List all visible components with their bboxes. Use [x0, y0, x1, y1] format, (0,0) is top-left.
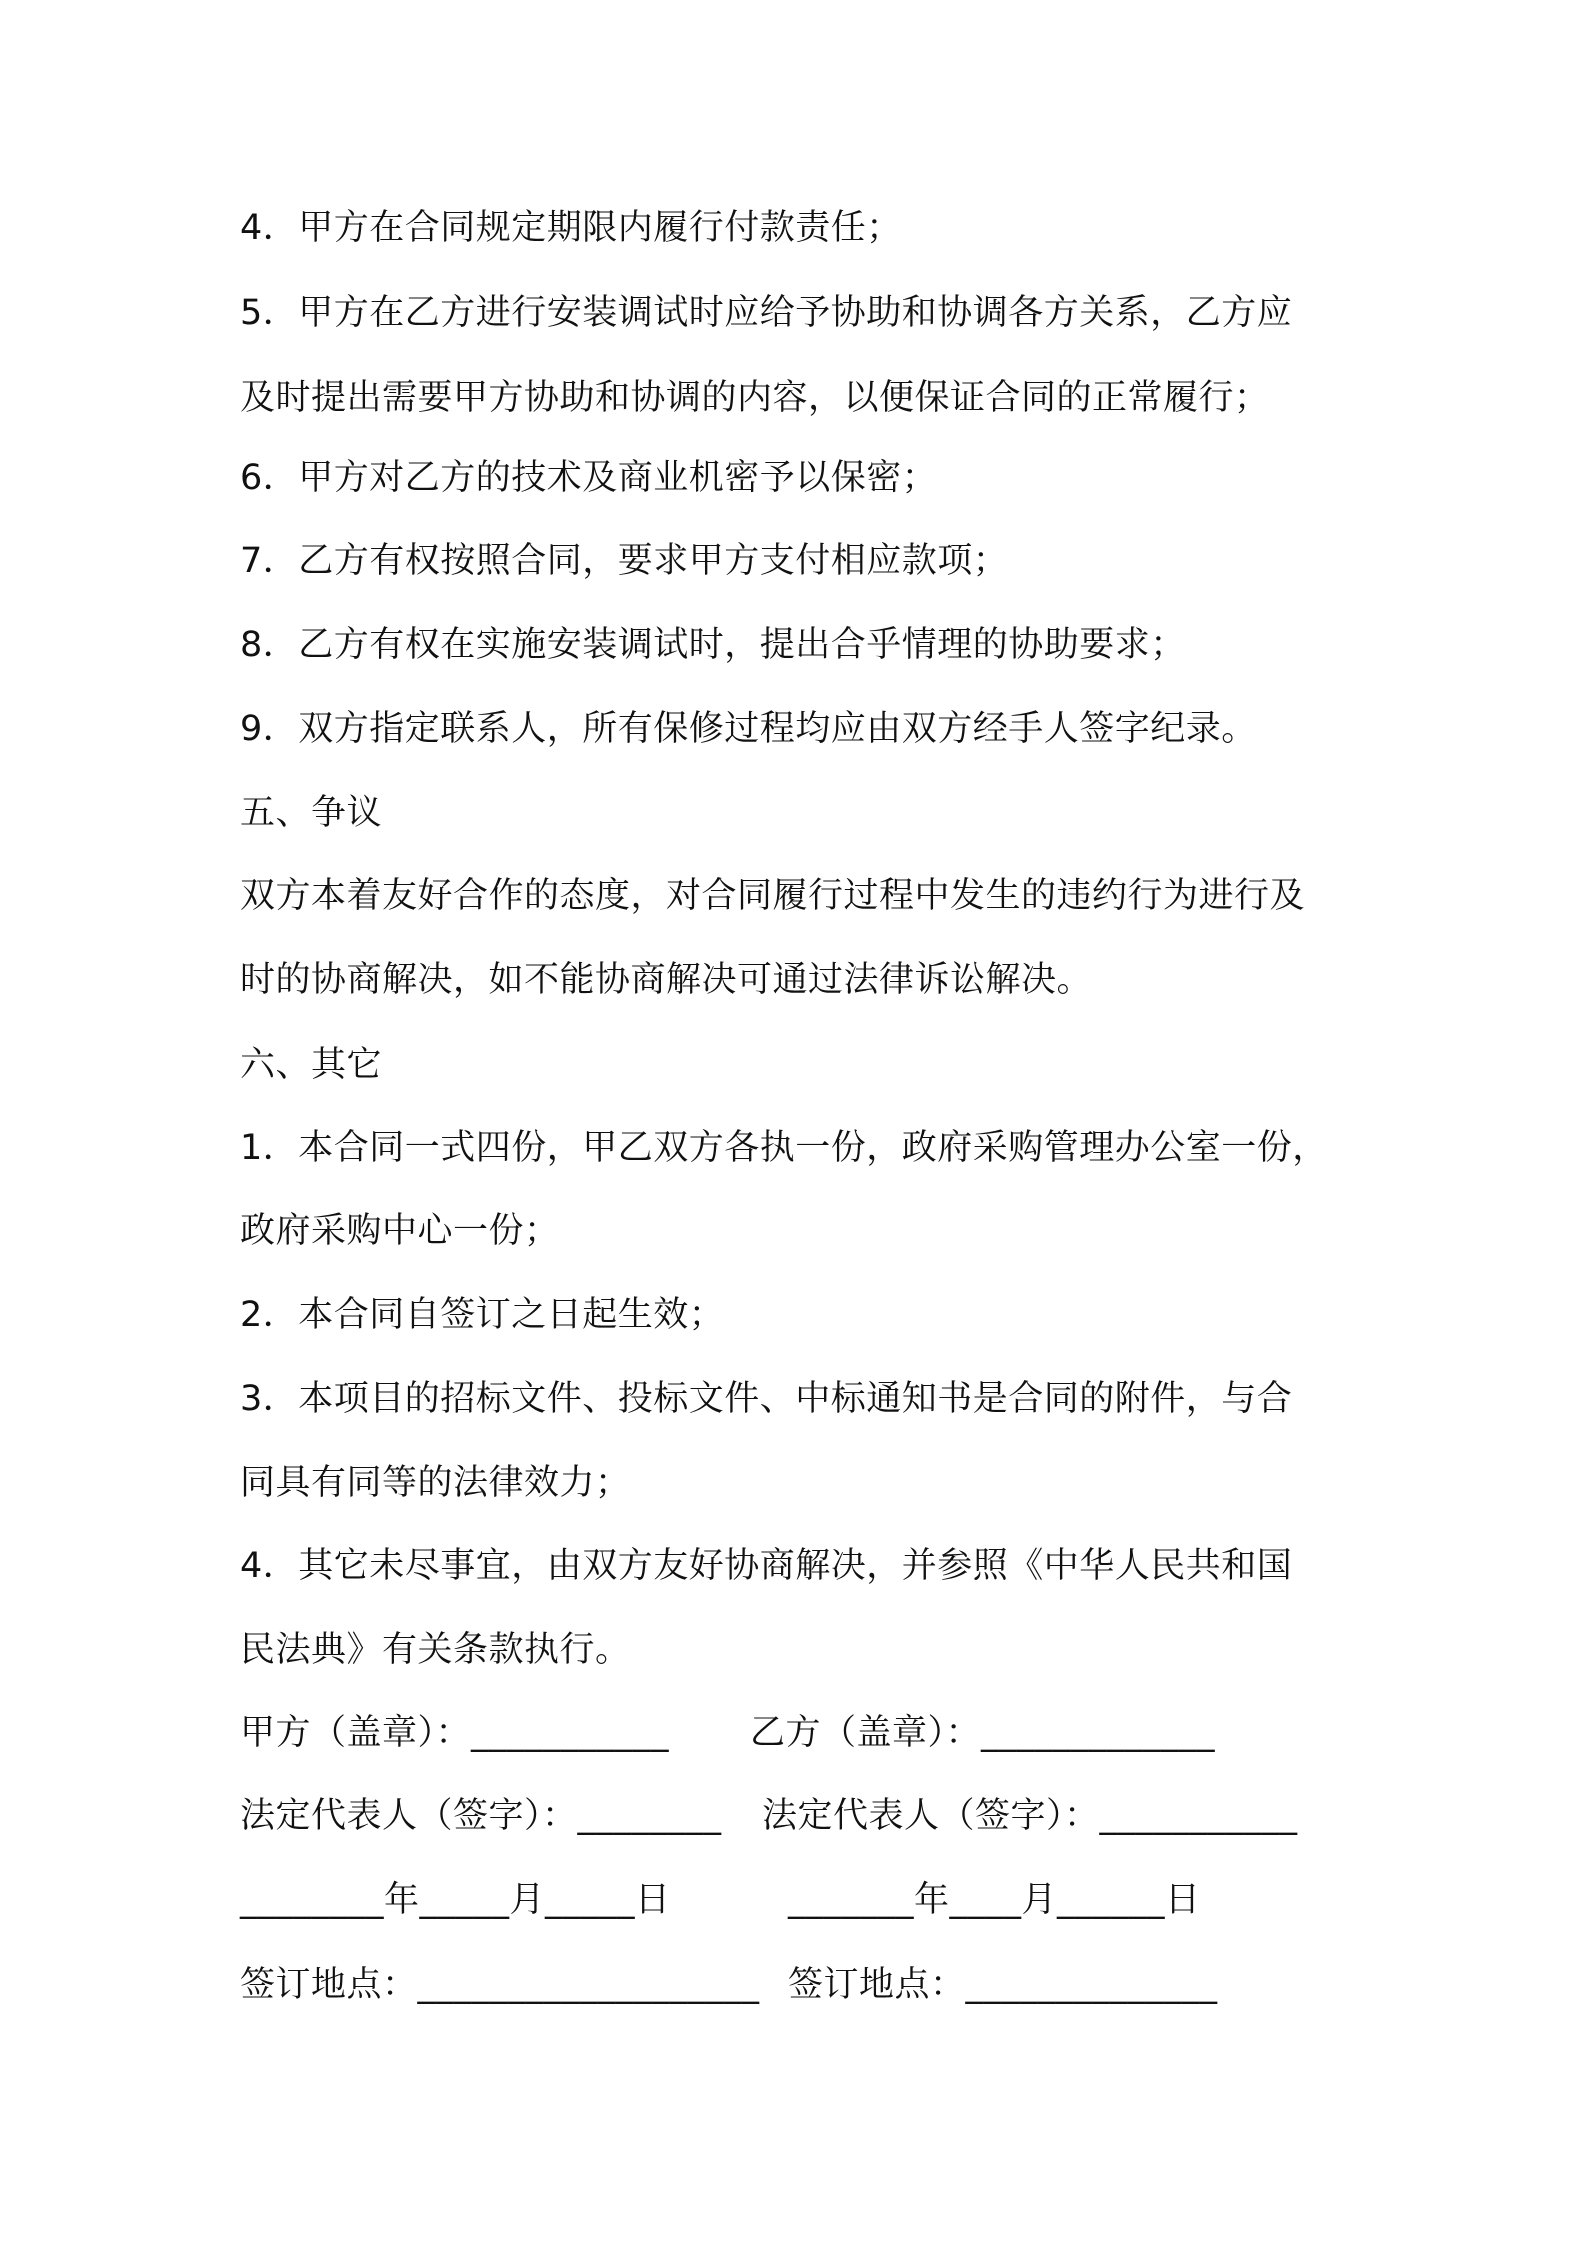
clause-5-continued: 及时提出需要甲方协助和协调的内容，以便保证合同的正常履行； [240, 378, 1270, 418]
party-a-place-field: 签订地点：___________________ [240, 1965, 760, 2005]
clause-5-assistance: 5．甲方在乙方进行安装调试时应给予协助和协调各方关系，乙方应 [240, 293, 1293, 333]
section-6-heading: 六、其它 [240, 1045, 383, 1085]
other-clause-1-continued: 政府采购中心一份； [240, 1211, 560, 1251]
other-clause-2: 2．本合同自签订之日起生效； [240, 1295, 725, 1335]
party-b-seal-field: 乙方（盖章）：_____________ [750, 1713, 1216, 1753]
clause-9-contacts: 9．双方指定联系人，所有保修过程均应由双方经手人签字纪录。 [240, 709, 1257, 749]
other-clause-4-continued: 民法典》有关条款执行。 [240, 1630, 631, 1670]
clause-7-payment-request: 7．乙方有权按照合同，要求甲方支付相应款项； [240, 541, 1009, 581]
clause-8-assistance-request: 8．乙方有权在实施安装调试时，提出合乎情理的协助要求； [240, 625, 1186, 665]
other-clause-3: 3．本项目的招标文件、投标文件、中标通知书是合同的附件，与合 [240, 1379, 1293, 1419]
section-5-heading: 五、争议 [240, 793, 383, 833]
dispute-paragraph: 双方本着友好合作的态度，对合同履行过程中发生的违约行为进行及 [240, 876, 1306, 916]
party-b-place-field: 签订地点：______________ [788, 1965, 1218, 2005]
party-b-date-field: _______年____月______日 [788, 1880, 1201, 1920]
other-clause-4: 4．其它未尽事宜，由双方友好协商解决，并参照《中华人民共和国 [240, 1546, 1293, 1586]
other-clause-1: 1．本合同一式四份，甲乙双方各执一份，政府采购管理办公室一份， [240, 1128, 1328, 1168]
other-clause-3-continued: 同具有同等的法律效力； [240, 1463, 631, 1503]
dispute-paragraph-continued: 时的协商解决，如不能协商解决可通过法律诉讼解决。 [240, 960, 1093, 1000]
clause-4-payment: 4．甲方在合同规定期限内履行付款责任； [240, 208, 902, 248]
party-a-date-field: ________年_____月_____日 [240, 1880, 671, 1920]
party-a-representative-field: 法定代表人（签字）：________ [240, 1796, 722, 1836]
party-b-representative-field: 法定代表人（签字）：___________ [762, 1796, 1298, 1836]
clause-6-confidentiality: 6．甲方对乙方的技术及商业机密予以保密； [240, 458, 938, 498]
party-a-seal-field: 甲方（盖章）：___________ [240, 1713, 670, 1753]
